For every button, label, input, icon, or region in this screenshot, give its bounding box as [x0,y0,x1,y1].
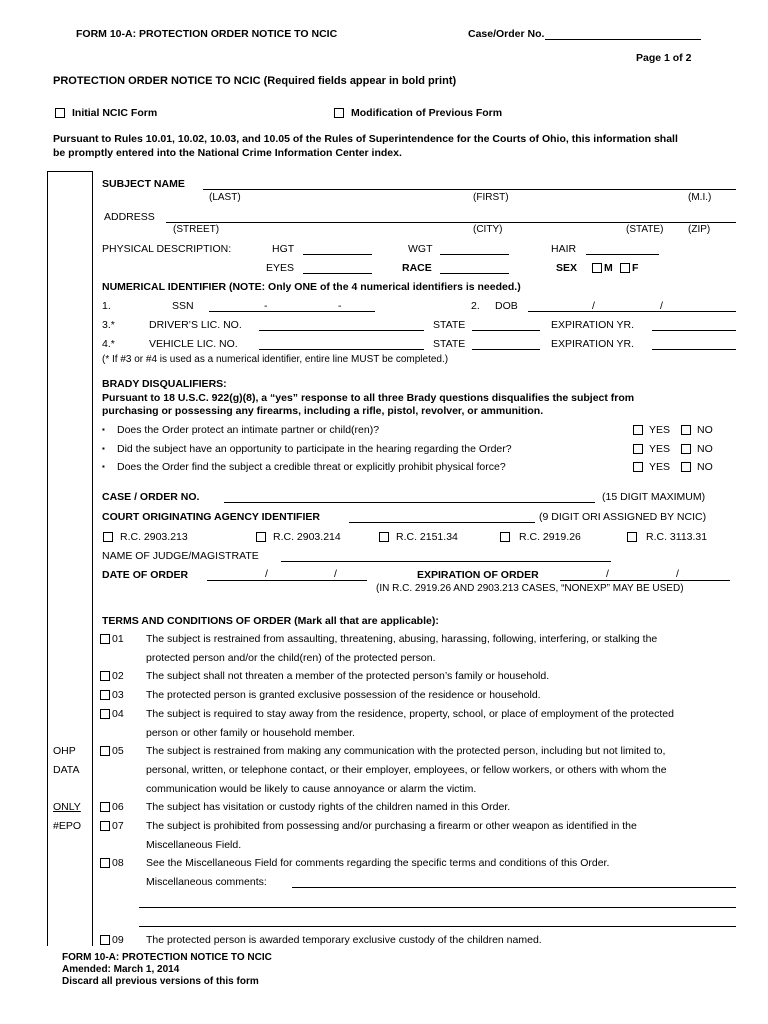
frame-top-border [47,171,92,172]
side-label-data: DATA [53,764,80,776]
term-02-code: 02 [112,670,124,682]
term-01-text: protected person and/or the child(ren) of the protected person. [146,652,436,664]
court-agency-note: (9 DIGIT ORI ASSIGNED BY NCIC) [539,511,707,523]
side-label-ohp: OHP [53,745,76,757]
term-05-text: The subject is restrained from making any communication with the protected person, including but not limited to, [146,745,666,757]
judge-label: NAME OF JUDGE/MAGISTRATE [102,550,259,562]
weight-input[interactable] [440,254,509,255]
terms-heading: TERMS AND CONDITIONS OF ORDER (Mark all that are applicable): [102,615,439,627]
term-01-code: 01 [112,633,124,645]
item-4-number: 4.* [102,338,115,350]
term-03-code: 03 [112,689,124,701]
side-label-only: ONLY [53,801,81,813]
term-06-code: 06 [112,801,124,813]
rc-3113-31-label: R.C. 3113.31 [646,531,708,543]
term-01-text: The subject is restrained from assaulting, threatening, abusing, harassing, following, interfering, or stalking the [146,633,658,645]
brady-q3-no-checkbox[interactable] [681,462,691,472]
brady-q1-yes-checkbox[interactable] [633,425,643,435]
term-03-checkbox[interactable] [100,690,110,700]
brady-heading: BRADY DISQUALIFIERS: [102,378,227,390]
misc-comments-input-2[interactable] [139,907,736,908]
rc-2903-214-checkbox[interactable] [256,532,266,542]
race-label: RACE [402,262,432,274]
date-slash: / [334,568,337,580]
term-02-checkbox[interactable] [100,671,110,681]
hair-label: HAIR [551,243,577,255]
term-03-text: The protected person is granted exclusive possession of the residence or household. [146,689,541,701]
page-number: Page 1 of 2 [636,52,692,64]
dl-expiration-label: EXPIRATION YR. [551,319,635,331]
brady-description-1: Pursuant to 18 U.S.C. 922(g)(8), a “yes” response to all three Brady questions disqualifies the subject from [102,392,635,404]
yes-label: YES [649,424,671,436]
sex-label: SEX [556,262,578,274]
weight-label: WGT [408,243,433,255]
vl-state-input[interactable] [472,349,540,350]
term-08-text: See the Miscellaneous Field for comments regarding the specific terms and conditions of this Order. [146,857,610,869]
term-04-checkbox[interactable] [100,709,110,719]
sex-male-label: M [604,262,613,274]
term-07-text: Miscellaneous Field. [146,839,242,851]
hair-input[interactable] [586,254,659,255]
judge-input[interactable] [281,561,611,562]
no-label: NO [697,443,713,455]
drivers-license-label: DRIVER’S LIC. NO. [149,319,242,331]
brady-question-1: Does the Order protect an intimate partner or child(ren)? [117,424,380,436]
subject-name-input[interactable] [203,189,736,190]
vl-state-label: STATE [433,338,466,350]
height-input[interactable] [303,254,372,255]
ssn-dash: - [338,300,342,312]
footer-form-name: FORM 10-A: PROTECTION NOTICE TO NCIC [62,952,272,963]
address-label: ADDRESS [104,211,155,223]
term-09-text: The protected person is awarded temporary exclusive custody of the children named. [146,934,542,946]
height-label: HGT [272,243,295,255]
zip-caption: (ZIP) [688,224,711,235]
eyes-label: EYES [266,262,295,274]
rc-3113-31-checkbox[interactable] [627,532,637,542]
dl-state-label: STATE [433,319,466,331]
term-04-text: person or other family or household member. [146,727,355,739]
vehicle-license-label: VEHICLE LIC. NO. [149,338,238,350]
ssn-label: SSN [172,300,194,312]
no-label: NO [697,424,713,436]
left-frame-border [47,171,48,946]
vehicle-license-input[interactable] [259,349,424,350]
dob-label: DOB [495,300,518,312]
dob-input[interactable] [528,311,736,312]
brady-q1-no-checkbox[interactable] [681,425,691,435]
bullet-icon: ▪ [102,444,105,453]
brady-question-2: Did the subject have an opportunity to participate in the hearing regarding the Order? [117,443,512,455]
yes-label: YES [649,461,671,473]
physical-description-label: PHYSICAL DESCRIPTION: [102,243,232,255]
brady-q2-yes-checkbox[interactable] [633,444,643,454]
ssn-dash: - [264,300,268,312]
term-02-text: The subject shall not threaten a member of the protected person’s family or household. [146,670,550,682]
ssn-input[interactable] [209,311,375,312]
brady-description-2: purchasing or possessing any firearms, including a rifle, pistol, revolver, or ammunition. [102,405,544,417]
term-08-checkbox[interactable] [100,858,110,868]
term-05-text: personal, written, or telephone contact, or their employer, employees, or fellow workers, or others with whom the [146,764,667,776]
address-input[interactable] [166,222,736,223]
bullet-icon: ▪ [102,425,105,434]
case-order-note: (15 DIGIT MAXIMUM) [602,491,706,503]
term-07-text: The subject is prohibited from possessing and/or purchasing a firearm or other weapon as identified in the [146,820,637,832]
term-07-checkbox[interactable] [100,821,110,831]
expiration-of-order-label: EXPIRATION OF ORDER [417,569,539,581]
footer-discard-note: Discard all previous versions of this form [62,976,259,987]
term-09-code: 09 [112,934,124,946]
case-order-no-input[interactable] [224,502,595,503]
expiration-of-order-input[interactable] [560,580,730,581]
subject-name-label: SUBJECT NAME [102,178,185,190]
term-05-code: 05 [112,745,124,757]
no-label: NO [697,461,713,473]
item-1-number: 1. [102,300,111,312]
expiration-note: (IN R.C. 2919.26 AND 2903.213 CASES, “NONEXP” MAY BE USED) [376,583,684,594]
yes-label: YES [649,443,671,455]
term-06-checkbox[interactable] [100,802,110,812]
term-05-checkbox[interactable] [100,746,110,756]
rc-2903-213-checkbox[interactable] [103,532,113,542]
vl-expiration-label: EXPIRATION YR. [551,338,635,350]
numerical-note: (* If #3 or #4 is used as a numerical identifier, entire line MUST be completed.) [102,354,449,365]
sex-female-checkbox[interactable] [620,263,630,273]
brady-question-3: Does the Order find the subject a credible threat or explicitly prohibit physical force? [117,461,506,473]
misc-comments-input-1[interactable] [292,887,736,888]
case-order-no-label: CASE / ORDER NO. [102,491,200,503]
numerical-identifier-heading: NUMERICAL IDENTIFIER (NOTE: Only ONE of the 4 numerical identifiers is needed.) [102,281,521,293]
term-05-text: communication would be likely to cause annoyance or alarm the victim. [146,783,477,795]
first-caption: (FIRST) [473,192,509,203]
state-caption: (STATE) [626,224,664,235]
rc-2151-34-label: R.C. 2151.34 [396,531,458,543]
misc-comments-input-3[interactable] [139,926,736,927]
dl-expiration-input[interactable] [652,330,736,331]
eyes-input[interactable] [303,273,372,274]
item-2-number: 2. [471,300,480,312]
column-divider [92,171,93,946]
rc-2919-26-label: R.C. 2919.26 [519,531,581,543]
date-slash: / [265,568,268,580]
bullet-icon: ▪ [102,462,105,471]
page-title: PROTECTION ORDER NOTICE TO NCIC (Required fields appear in bold print) [53,75,457,87]
court-agency-label: COURT ORIGINATING AGENCY IDENTIFIER [102,511,320,523]
case-order-label: Case/Order No. [468,28,545,40]
drivers-license-input[interactable] [259,330,424,331]
case-order-input[interactable] [545,39,701,40]
dl-state-input[interactable] [472,330,540,331]
mi-caption: (M.I.) [688,192,712,203]
term-04-text: The subject is required to stay away from the residence, property, school, or place of employment of the protected [146,708,674,720]
term-01-checkbox[interactable] [100,634,110,644]
footer-amended-date: Amended: March 1, 2014 [62,964,180,975]
item-3-number: 3.* [102,319,115,331]
term-06-text: The subject has visitation or custody rights of the children named in this Order. [146,801,511,813]
intro-line-1: Pursuant to Rules 10.01, 10.02, 10.03, and 10.05 of the Rules of Superintendence for the Courts of Ohio, this information shall [53,133,678,145]
sex-female-label: F [632,262,639,274]
intro-line-2: be promptly entered into the National Crime Information Center index. [53,147,402,159]
court-agency-input[interactable] [349,522,535,523]
vl-expiration-input[interactable] [652,349,736,350]
modification-form-label: Modification of Previous Form [351,107,503,119]
term-08-code: 08 [112,857,124,869]
initial-form-checkbox[interactable] [55,108,65,118]
exp-slash: / [676,568,679,580]
term-04-code: 04 [112,708,124,720]
misc-comments-label: Miscellaneous comments: [146,876,267,888]
rc-2903-214-label: R.C. 2903.214 [273,531,341,543]
sex-male-checkbox[interactable] [592,263,602,273]
rc-2919-26-checkbox[interactable] [500,532,510,542]
form-title: FORM 10-A: PROTECTION ORDER NOTICE TO NCIC [76,28,338,40]
dob-slash: / [592,300,595,312]
street-caption: (STREET) [173,224,220,235]
dob-slash: / [660,300,663,312]
brady-q3-yes-checkbox[interactable] [633,462,643,472]
city-caption: (CITY) [473,224,503,235]
term-07-code: 07 [112,820,124,832]
race-input[interactable] [440,273,509,274]
last-caption: (LAST) [209,192,241,203]
rc-2903-213-label: R.C. 2903.213 [120,531,188,543]
modification-form-checkbox[interactable] [334,108,344,118]
date-of-order-label: DATE OF ORDER [102,569,189,581]
initial-form-label: Initial NCIC Form [72,107,158,119]
term-09-checkbox[interactable] [100,935,110,945]
side-label-epo: #EPO [53,820,82,832]
exp-slash: / [606,568,609,580]
date-of-order-input[interactable] [207,580,367,581]
brady-q2-no-checkbox[interactable] [681,444,691,454]
rc-2151-34-checkbox[interactable] [379,532,389,542]
